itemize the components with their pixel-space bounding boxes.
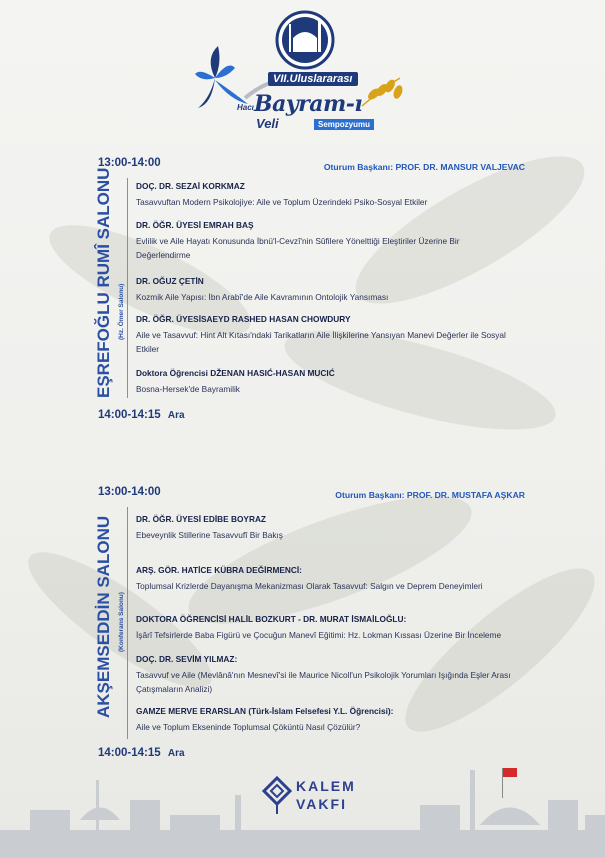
- break-label: Ara: [167, 748, 185, 759]
- session-chair: Oturum Başkanı: PROF. DR. MUSTAFA AŞKAR: [335, 490, 525, 500]
- list-item: [136, 276, 516, 304]
- paper-title: Kozmik Aile Yapısı: İbn Arabî'de Aile Kavramının Ontolojik Yansıması: [136, 292, 389, 302]
- break-label: Ara: [167, 410, 185, 421]
- list-item: [136, 220, 516, 262]
- speaker-name: DOKTORA ÖĞRENCİSİ HALİL BOZKURT - DR. MURAT İSMAİLOĞLU:: [136, 614, 407, 624]
- break-time: 14:00-14:15: [98, 409, 161, 421]
- speaker-name: ARŞ. GÖR. HATİCE KÜBRA DEĞİRMENCİ:: [136, 565, 302, 575]
- hall-name: EŞREFOĞLU RUMÎ SALONU: [94, 167, 113, 398]
- paper-title: Bosna-Hersek'de Bayramilik: [136, 384, 240, 394]
- flag-icon: [503, 768, 517, 777]
- list-item: [136, 654, 516, 696]
- paper-title: Aile ve Tasavvuf: Hint Alt Kıtası'ndaki Tarikatların Aile İlişkilerine Yansıyan Manevi Değerler ile Sosyal Etkiler: [136, 330, 506, 354]
- list-item: [136, 368, 516, 396]
- logo-bayram: Bayram-ı: [254, 91, 363, 117]
- session-divider: [127, 178, 128, 398]
- speaker-name: DOÇ. DR. SEZAİ KORKMAZ: [136, 181, 245, 191]
- speaker-name: DR. ÖĞR. ÜYESİ EDİBE BOYRAZ: [136, 514, 266, 524]
- list-item: [136, 514, 516, 542]
- logo-haci: Hacı: [237, 103, 254, 112]
- speaker-name: DOÇ. DR. SEVİM YILMAZ:: [136, 654, 238, 664]
- paper-title: Tasavvuf ve Aile (Mevlânâ'nın Mesnevî'si ile Maurice Nicoll'un Psikolojik Yorumları Işığında Eşler Arası Çatışmaların Analizi): [136, 670, 511, 694]
- speaker-name: GAMZE MERVE ERARSLAN (Türk-İslam Felsefesi Y.L. Öğrencisi):: [136, 706, 394, 716]
- break-time: 14:00-14:15: [98, 747, 161, 759]
- brand-line-1: KALEM: [296, 778, 356, 794]
- logo-edition: VII.Uluslararası: [268, 72, 358, 86]
- session-time: 13:00-14:00: [98, 157, 161, 169]
- paper-title: İşârî Tefsirlerde Baba Figürü ve Çocuğun Manevî Eğitimi: Hz. Lokman Kıssası Üzerine Bir İnceleme: [136, 630, 502, 640]
- hall-name: AKŞEMSEDDİN SALONU: [94, 515, 113, 718]
- list-item: [136, 565, 516, 593]
- speaker-name: DR. OĞUZ ÇETİN: [136, 276, 204, 286]
- paper-title: Toplumsal Krizlerde Dayanışma Mekanizması Olarak Tasavvuf: Salgın ve Deprem Deneyimleri: [136, 581, 483, 591]
- speaker-name: DR. ÖĞR. ÜYESİ EMRAH BAŞ: [136, 220, 254, 230]
- speaker-name: Doktora Öğrencisi DŽENAN HASIĆ-HASAN MUCIĆ: [136, 368, 335, 378]
- break-row: [98, 409, 185, 421]
- brand-line-2: VAKFI: [296, 796, 347, 812]
- hall-subtitle: (Konferans Salonu): [118, 592, 125, 652]
- paper-title: Aile ve Toplum Ekseninde Toplumsal Çöküntü Nasıl Çözülür?: [136, 722, 361, 732]
- kalem-emblem-icon: [262, 776, 292, 816]
- list-item: [136, 706, 516, 734]
- hall-subtitle: (Hz. Ömer Salonu): [118, 283, 125, 340]
- list-item: [136, 181, 516, 209]
- header: [0, 0, 605, 140]
- paper-title: Evlilik ve Aile Hayatı Konusunda İbnü'l-Cevzî'nin Sûfilere Yönelttiği Eleştiriler Üzerine Bir Değerlendirme: [136, 236, 460, 260]
- session-time: 13:00-14:00: [98, 486, 161, 498]
- logo-veli: Veli: [256, 116, 279, 131]
- kalem-vakfi-logo: [262, 776, 382, 822]
- paper-title: Tasavvuftan Modern Psikolojiye: Aile ve Toplum Üzerindeki Psiko-Sosyal Etkiler: [136, 197, 428, 207]
- session-chair: Oturum Başkanı: PROF. DR. MANSUR VALJEVAC: [323, 162, 525, 172]
- paper-title: Ebeveynlik Stillerine Tasavvufî Bir Bakış: [136, 530, 283, 540]
- symposium-logo: [190, 8, 420, 133]
- list-item: [136, 314, 516, 356]
- logo-sempozyum: Sempozyumu: [314, 119, 374, 130]
- list-item: [136, 614, 516, 642]
- session-divider: [127, 507, 128, 739]
- speaker-name: DR. ÖĞR. ÜYESİSAEYD RASHED HASAN CHOWDURY: [136, 314, 351, 324]
